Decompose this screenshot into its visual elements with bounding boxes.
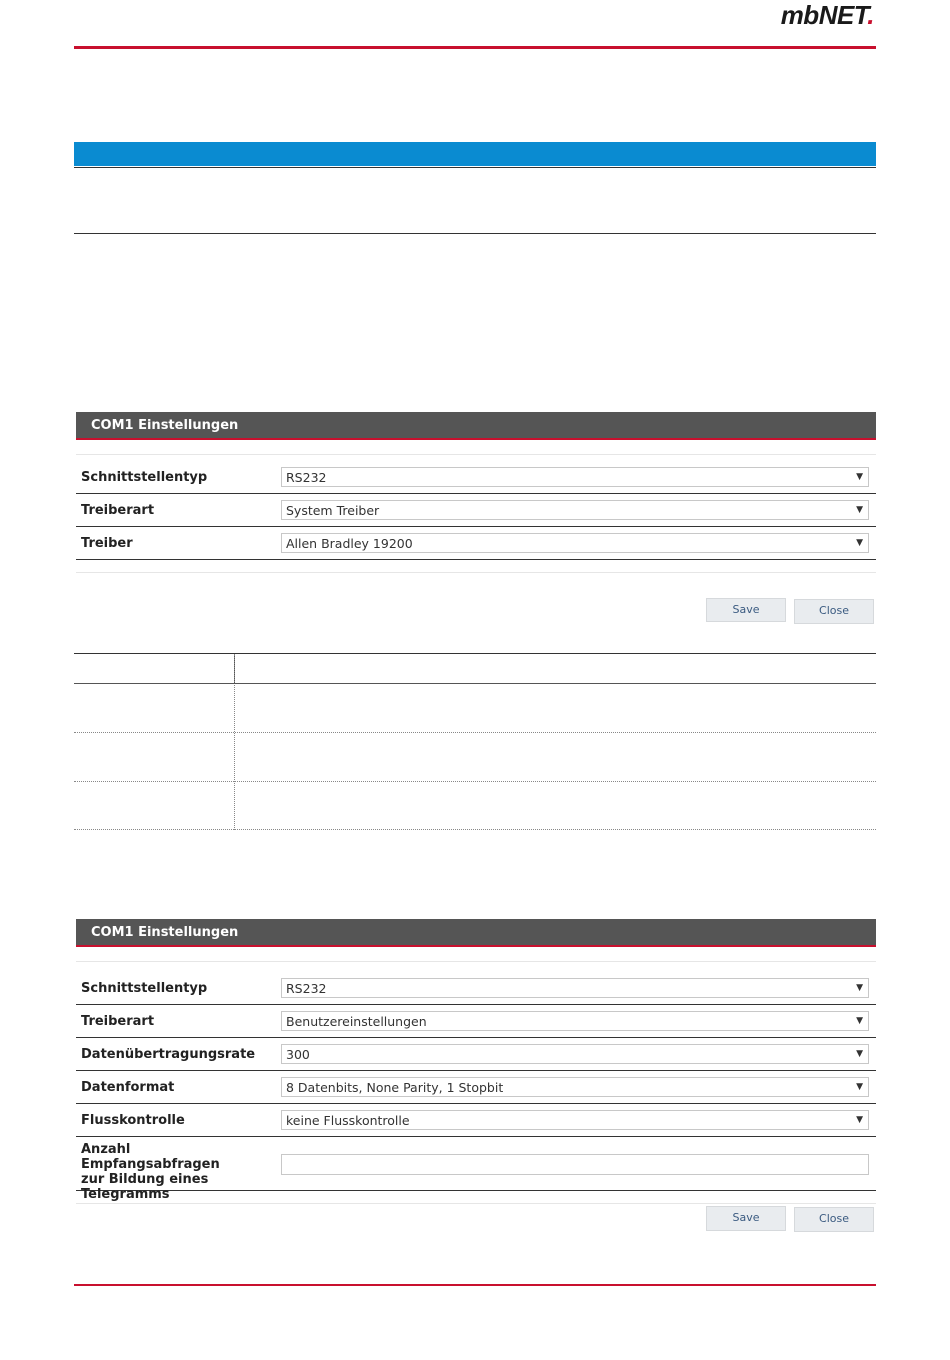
divider-line	[74, 167, 876, 168]
header-rule	[74, 46, 876, 49]
field-label: Treiberart	[81, 1014, 155, 1029]
form-row-datenformat	[76, 1071, 876, 1104]
table-header-line	[74, 683, 876, 684]
form-row-schnittstellentyp	[76, 972, 876, 1005]
schnittstellentyp-select[interactable]	[281, 978, 869, 998]
flusskontrolle-select[interactable]	[281, 1110, 869, 1130]
blue-title-bar	[74, 142, 876, 166]
panel-spacer	[76, 440, 876, 455]
panel-footer-divider	[76, 560, 876, 573]
close-button[interactable]: Close	[794, 599, 874, 624]
form-row-treiberart	[76, 1005, 876, 1038]
form-row-flusskontrolle	[76, 1104, 876, 1137]
dropdown-arrow-icon: ▼	[856, 1016, 863, 1026]
panel-title: COM1 Einstellungen	[76, 412, 876, 440]
schnittstellentyp-select[interactable]	[281, 467, 869, 487]
logo-text: mbNET	[780, 0, 868, 30]
form-row-treiber	[76, 527, 876, 560]
datenformat-select[interactable]	[281, 1077, 869, 1097]
table-column-divider	[234, 654, 235, 830]
select-value: 8 Datenbits, None Parity, 1 Stopbit	[286, 1080, 504, 1095]
select-value: Benutzereinstellungen	[286, 1014, 427, 1029]
panel-spacer	[76, 947, 876, 962]
dropdown-arrow-icon: ▼	[856, 538, 863, 548]
dropdown-arrow-icon: ▼	[856, 505, 863, 515]
empty-table	[74, 653, 876, 830]
field-label: Schnittstellentyp	[81, 470, 208, 485]
select-value: RS232	[286, 981, 327, 996]
mbnet-logo	[781, 0, 874, 31]
baudrate-select[interactable]	[281, 1044, 869, 1064]
select-value: keine Flusskontrolle	[286, 1113, 410, 1128]
select-value: System Treiber	[286, 503, 380, 518]
close-button[interactable]: Close	[794, 1207, 874, 1232]
form-row-schnittstellentyp	[76, 461, 876, 494]
field-label: Datenformat	[81, 1080, 175, 1095]
select-value: Allen Bradley 19200	[286, 536, 413, 551]
field-label-line: Telegramms	[81, 1187, 170, 1202]
treiberart-select[interactable]	[281, 500, 869, 520]
divider-line	[74, 233, 876, 234]
dropdown-arrow-icon: ▼	[856, 1082, 863, 1092]
form-row-treiberart	[76, 494, 876, 527]
save-button[interactable]: Save	[706, 598, 786, 622]
com1-settings-panel-custom	[76, 919, 876, 1204]
form-row-empfangsabfragen	[76, 1137, 876, 1202]
table-row-line	[74, 829, 876, 830]
save-button[interactable]: Save	[706, 1206, 786, 1231]
select-value: RS232	[286, 470, 327, 485]
footer-rule	[74, 1284, 876, 1286]
panel-title: COM1 Einstellungen	[76, 919, 876, 947]
dropdown-arrow-icon: ▼	[856, 472, 863, 482]
select-value: 300	[286, 1047, 310, 1062]
field-label: Treiber	[81, 536, 133, 551]
table-row-line	[74, 781, 876, 782]
logo-dot: .	[867, 0, 874, 30]
com1-settings-panel-system	[76, 412, 876, 573]
field-label: Flusskontrolle	[81, 1113, 185, 1128]
field-label-line: Anzahl Empfangsabfragen	[81, 1142, 220, 1172]
treiberart-select[interactable]	[281, 1011, 869, 1031]
empfangsabfragen-input[interactable]	[281, 1154, 869, 1175]
dropdown-arrow-icon: ▼	[856, 983, 863, 993]
field-label-line: zur Bildung eines	[81, 1172, 209, 1187]
dropdown-arrow-icon: ▼	[856, 1049, 863, 1059]
treiber-select[interactable]	[281, 533, 869, 553]
field-label: Datenübertragungsrate	[81, 1047, 256, 1062]
field-label	[81, 1142, 271, 1202]
table-row-line	[74, 732, 876, 733]
form-row-datenuebertragungsrate	[76, 1038, 876, 1071]
field-label: Schnittstellentyp	[81, 981, 208, 996]
dropdown-arrow-icon: ▼	[856, 1115, 863, 1125]
field-label: Treiberart	[81, 503, 155, 518]
